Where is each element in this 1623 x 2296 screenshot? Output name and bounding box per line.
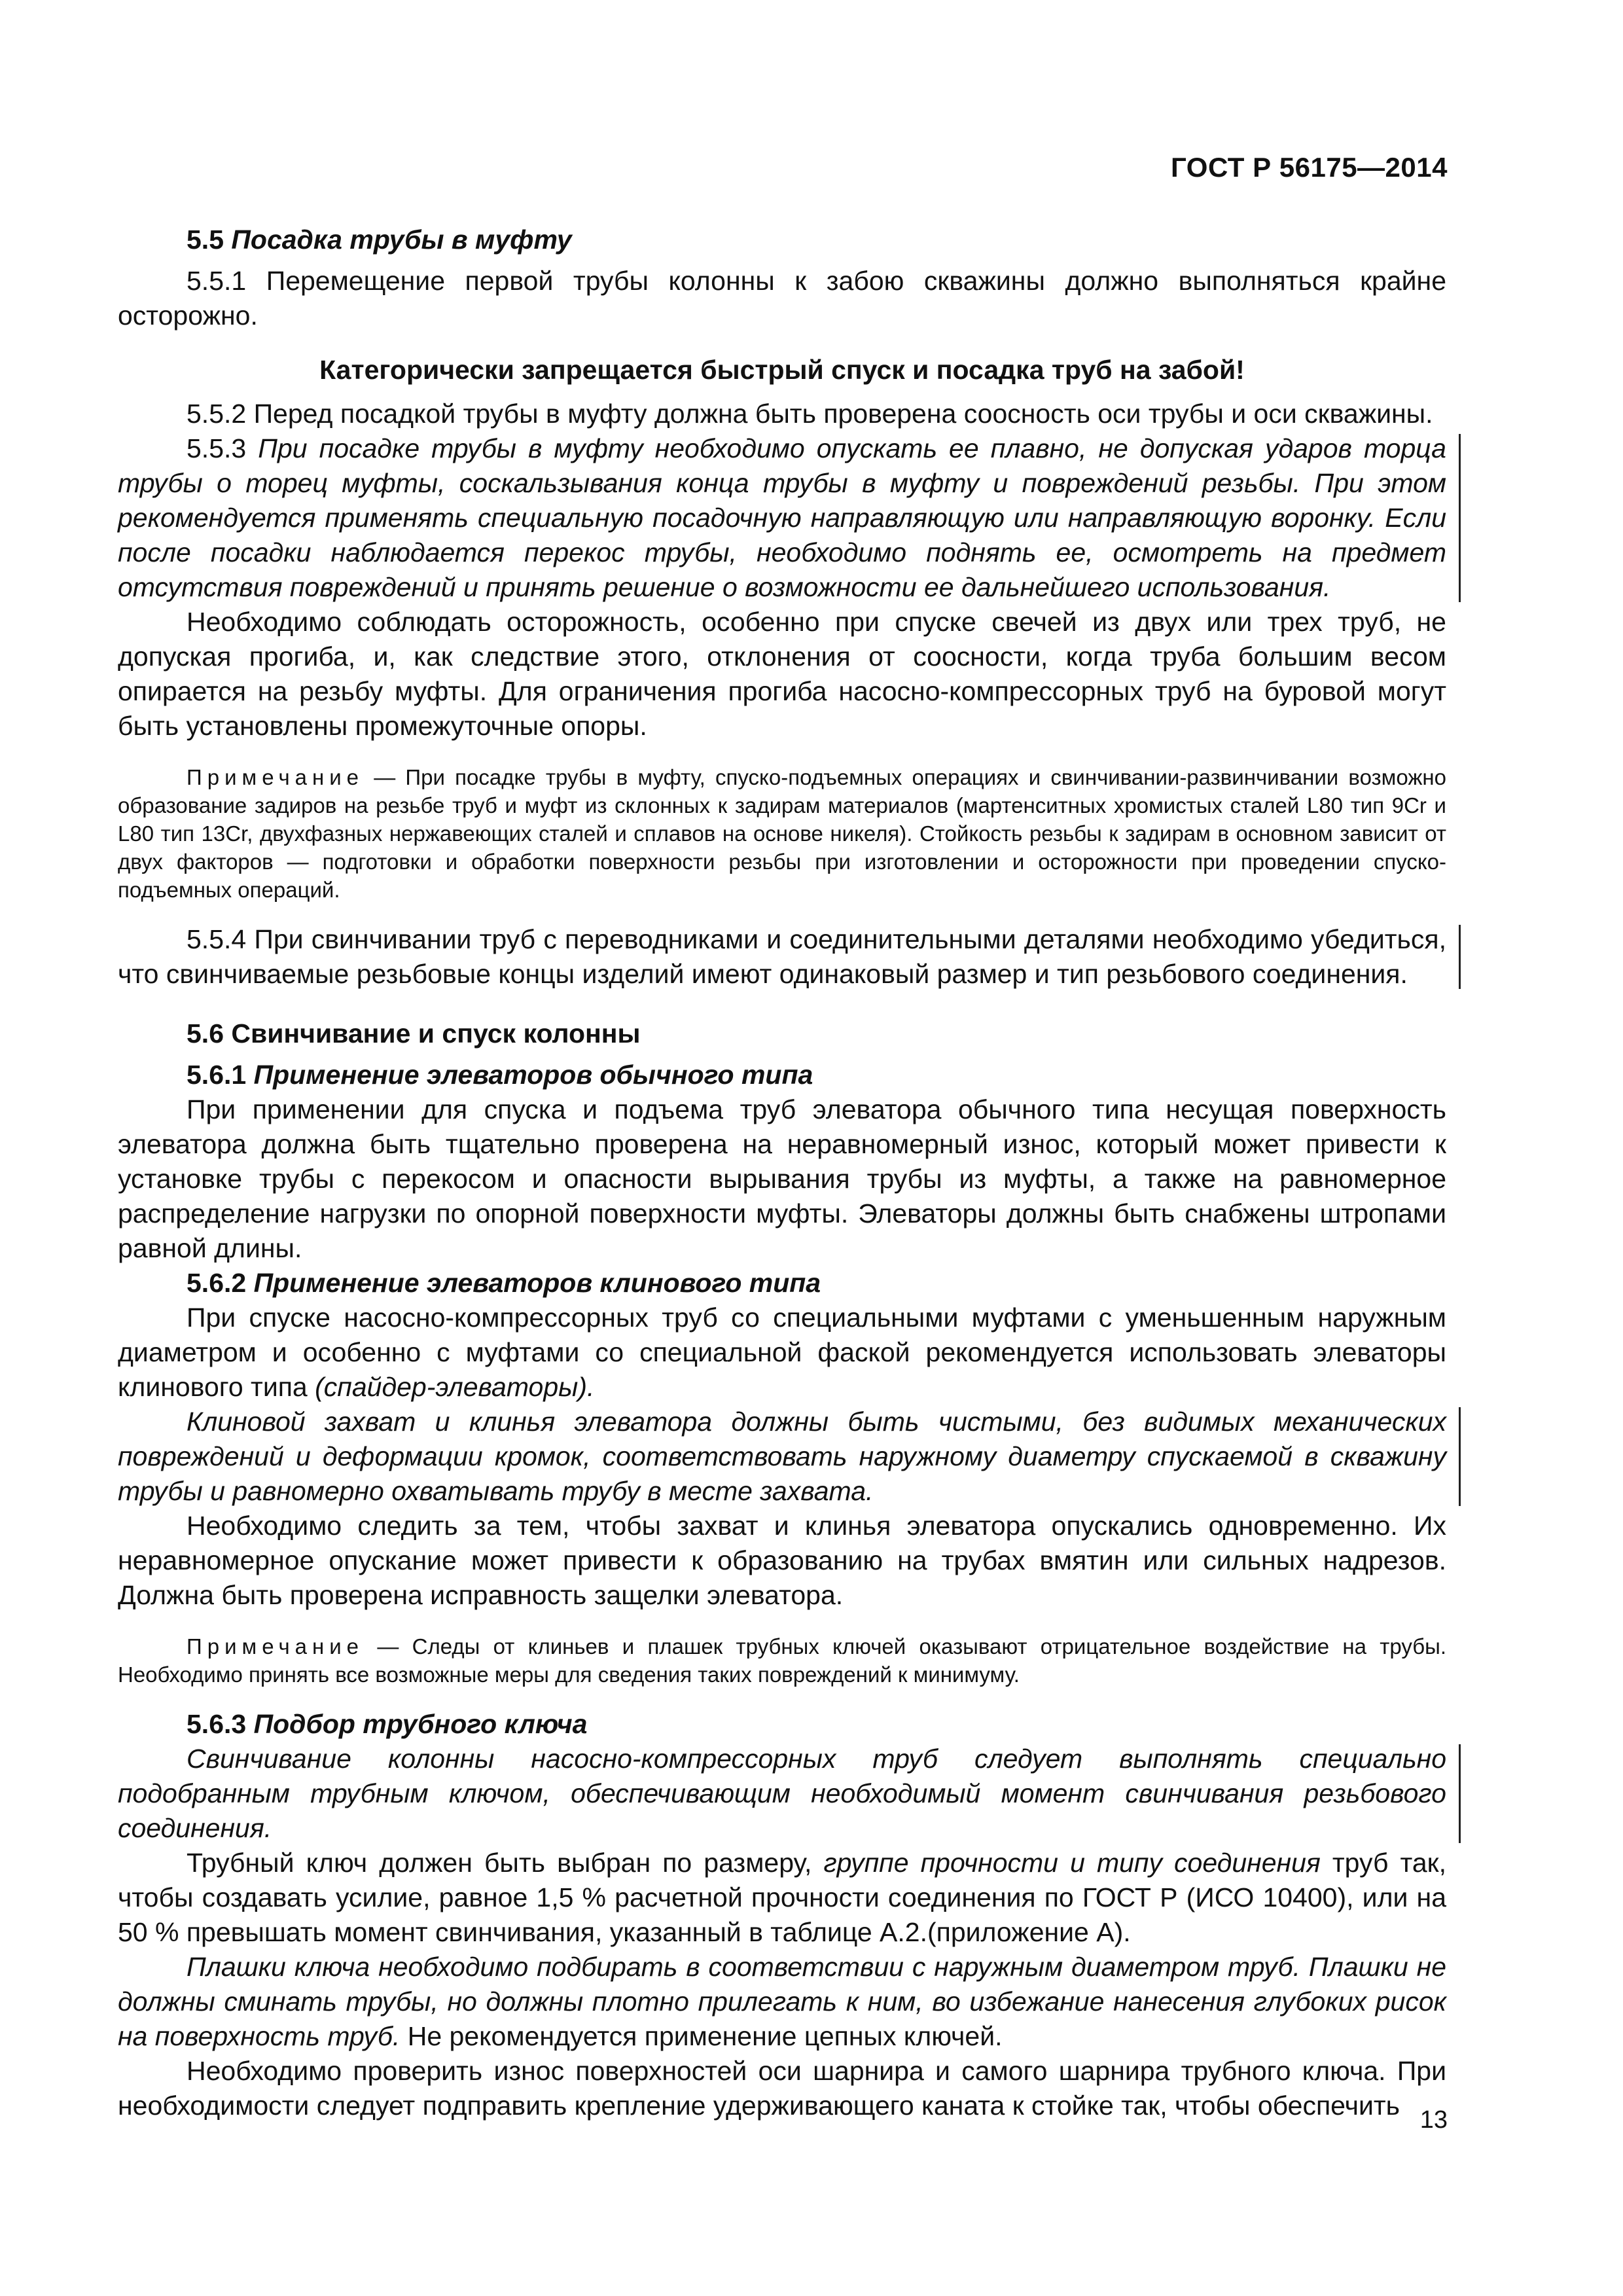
page-number: 13 [1419,2106,1448,2134]
paragraph-5-6-2-b: Клиновой захват и клинья элеватора должны быть чистыми, без видимых механических повреждений и деформации кромок, соответствовать наружному диаметру спускаемой в скважину трубы и равномерно охватывать трубу в месте захвата. [118,1405,1446,1509]
section-number: 5.6.3 [187,1709,247,1739]
paragraph-text: Не рекомендуется применение цепных ключей. [400,2021,1003,2051]
section-5-5-heading [118,223,1446,257]
section-5-6-1-heading [118,1058,1446,1092]
section-number: 5.6.1 [187,1060,247,1090]
paragraph-text: труб так, чтобы создавать усилие, равное 1,5 % расчетной прочности соединения по ГОСТ Р (ИСО 10400), или на 50 % превышать момент свинчивания, указанный в таблице А.2.(приложение А). [118,1848,1446,1947]
paragraph-number: 5.5.3 [187,433,247,463]
paragraph-5-5-4: 5.5.4 При свинчивании труб с переводниками и соединительными деталями необходимо убедиться, что свинчиваемые резьбовые концы изделий имеют одинаковый размер и тип резьбового соединения. [118,922,1446,992]
paragraph-italic-text: группе прочности и типу соединения [823,1848,1321,1878]
paragraph-text: Трубный ключ должен быть выбран по размеру, [187,1848,824,1878]
note-5-6 [118,1632,1446,1689]
paragraph-italic-text: Плашки ключа необходимо подбирать в соответствии с наружным диаметром труб. Плашки не должны сминать трубы, но должны плотно прилегать к ним, во избежание нанесения глубоких рисок на поверхность труб. [118,1952,1446,2051]
note-text: — Следы от клиньев и плашек трубных ключей оказывают отрицательное воздействие на трубы. Необходимо принять все возможные меры для сведения таких повреждений к минимуму. [118,1634,1446,1687]
section-title: Применение элеваторов обычного типа [253,1060,813,1090]
paragraph-5-6-3-c [118,1950,1446,2054]
paragraph-caution: Необходимо соблюдать осторожность, особенно при спуске свечей из двух или трех труб, не допуская прогиба, и, как следствие этого, отклонения от соосности, когда труба большим весом опирается на резьбу муфты. Для ограничения прогиба насосно-компрессорных труб на буровой могут быть установлены промежуточные опоры. [118,607,1446,741]
section-number: 5.6.2 [187,1268,247,1298]
section-title: Посадка трубы в муфту [231,224,572,255]
note-text: — При посадке трубы в муфту, спуско-подъемных операциях и свинчивании-развинчивании возможно образование задиров на резьбе труб и муфт из склонных к задирам материалов (мартенситных хромистых сталей L80 тип 9Cr и L80 тип 13Cr, двухфазных нержавеющих сталей и сплавов на основе никеля). Стойкость резьбы к задирам в основном зависит от двух факторов — подготовки и обработки поверхности резьбы при изготовлении и осторожности при проведении спуско-подъемных операций. [118,765,1446,902]
section-5-6-3-heading [118,1707,1446,1742]
section-title: Применение элеваторов клинового типа [253,1268,821,1298]
paragraph-5-5-3-text: При посадке трубы в муфту необходимо опускать ее плавно, не допуская ударов торца трубы о торец муфты, соскальзывания конца трубы в муфту и повреждений резьбы. При этом рекомендуется применять специальную посадочную направляющую или направляющую воронку. Если после посадки наблюдается перекос трубы, необходимо поднять ее, осмотреть на предмет отсутствия повреждений и принять решение о возможности ее дальнейшего использования. [118,433,1446,602]
paragraph-italic-text: (спайдер-элеваторы). [315,1372,595,1402]
paragraph-5-6-3-a: Свинчивание колонны насосно-компрессорных труб следует выполнять специально подобранным трубным ключом, обеспечивающим необходимый момент свинчивания резьбового соединения. [118,1742,1446,1846]
paragraph-5-6-3-b [118,1846,1446,1950]
warning-text: Категорически запрещается быстрый спуск и посадка труб на забой! [319,355,1245,385]
paragraph-5-6-2-a [118,1300,1446,1405]
note-label: Примечание [187,765,365,789]
paragraph-5-6-2-c: Необходимо следить за тем, чтобы захват и клинья элеватора опускались одновременно. Их неравномерное опускание может привести к образованию на трубах вмятин или сильных надрезов. Должна быть проверена исправность защелки элеватора. [118,1511,1446,1610]
paragraph-5-5-1: 5.5.1 Перемещение первой трубы колонны к забою скважины должно выполняться крайне осторожно. [118,266,1446,331]
document-id-header: ГОСТ Р 56175—2014 [1171,152,1448,183]
note-5-5 [118,763,1446,904]
section-5-6-heading: 5.6 Свинчивание и спуск колонны [187,1018,641,1049]
note-label: Примечание [187,1634,365,1659]
page-content [118,223,1446,2123]
section-number: 5.5 [187,224,224,255]
section-5-6-2-heading [118,1266,1446,1300]
paragraph-5-6-3-d: Необходимо проверить износ поверхностей оси шарнира и самого шарнира трубного ключа. При необходимости следует подправить крепление удерживающего каната к стойке так, чтобы обеспечить [118,2056,1446,2121]
paragraph-5-5-3 [118,431,1446,605]
paragraph-5-5-2: 5.5.2 Перед посадкой трубы в муфту должна быть проверена соосность оси трубы и оси скважины. [187,399,1433,429]
paragraph-text: При спуске насосно-компрессорных труб со специальными муфтами с уменьшенным наружным диаметром и особенно с муфтами со специальной фаской рекомендуется использовать элеваторы клинового типа [118,1302,1446,1402]
paragraph-5-6-1: При применении для спуска и подъема труб элеватора обычного типа несущая поверхность элеватора должна быть тщательно проверена на неравномерный износ, который может привести к установке трубы с перекосом и опасности вырывания трубы из муфты, а также на равномерное распределение нагрузки по опорной поверхности муфты. Элеваторы должны быть снабжены штропами равной длины. [118,1094,1446,1263]
section-title: Подбор трубного ключа [253,1709,588,1739]
